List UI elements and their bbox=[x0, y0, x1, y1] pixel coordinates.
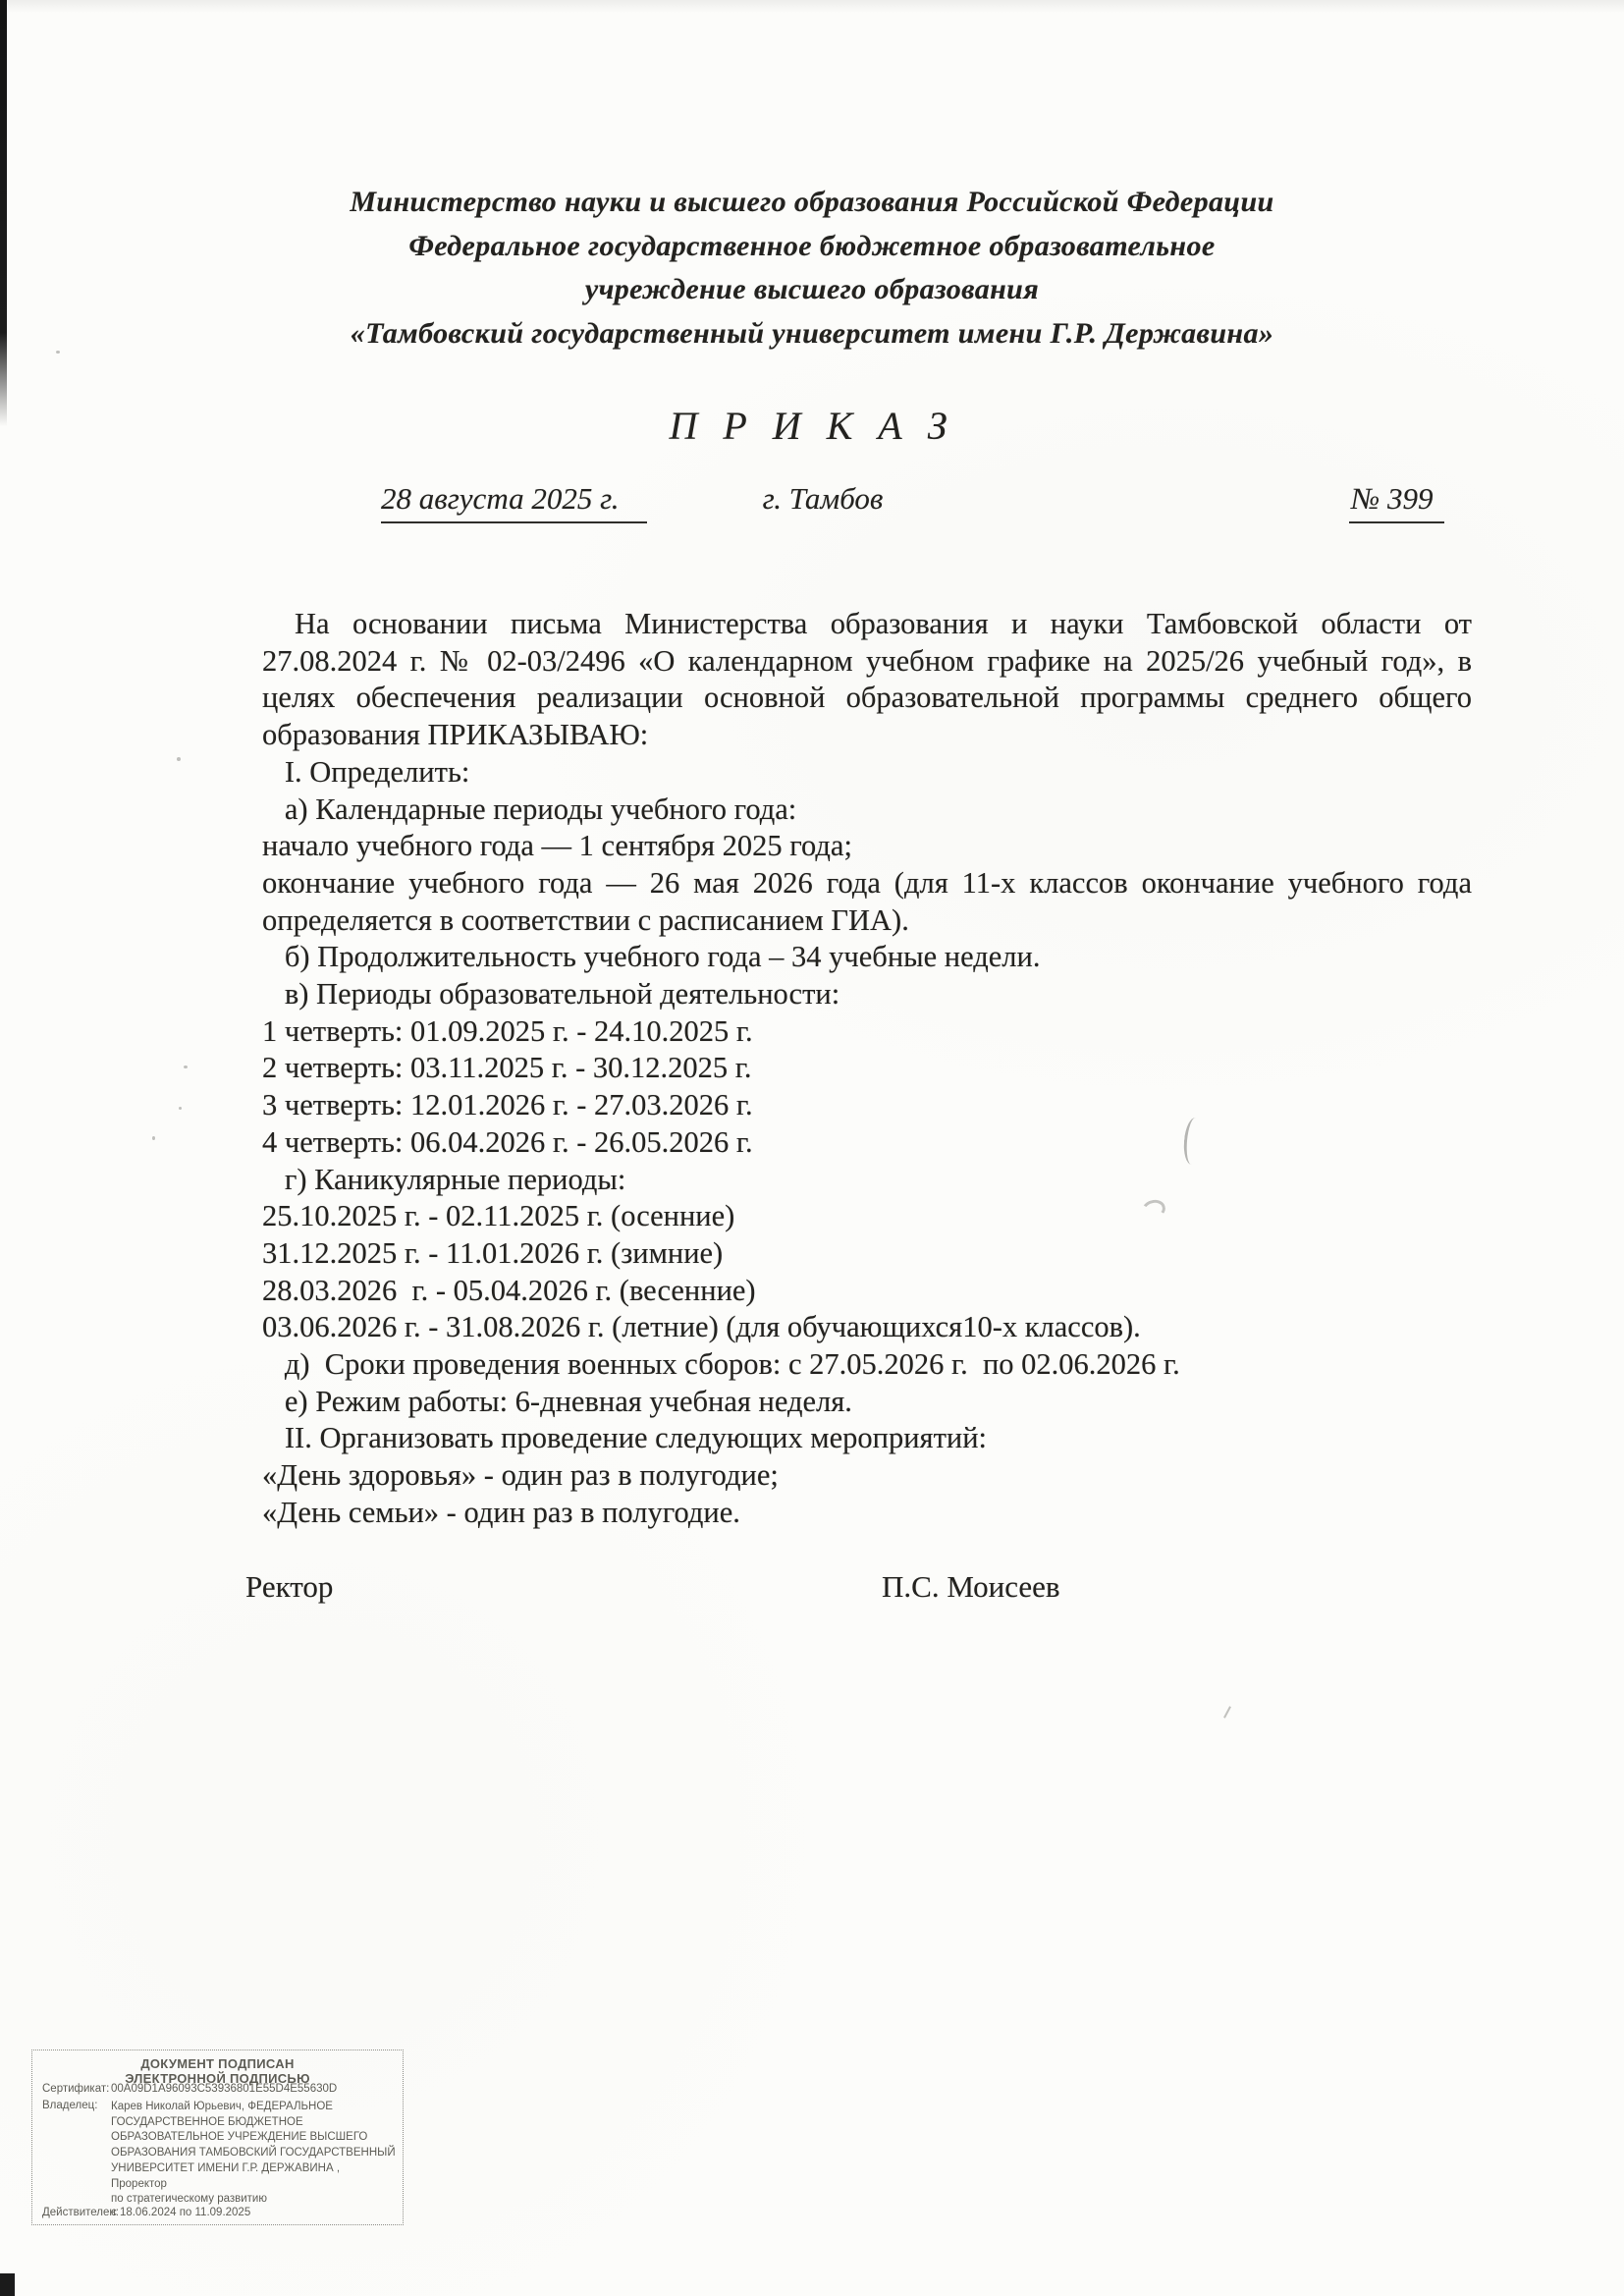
order-title: П Р И К А З bbox=[669, 404, 955, 448]
body-line: целях обеспечения реализации основной образовательной программы среднего общего bbox=[262, 681, 1472, 715]
body-line: образования ПРИКАЗЫВАЮ: bbox=[262, 718, 649, 752]
pencil-mark bbox=[1223, 1706, 1231, 1718]
body-line: «День здоровья» - один раз в полугодие; bbox=[262, 1458, 779, 1493]
scan-corner-artifact bbox=[0, 2273, 15, 2296]
order-body-text bbox=[262, 606, 1472, 1532]
stamp-owner-line: ОБРАЗОВАНИЯ ТАМБОВСКИЙ ГОСУДАРСТВЕННЫЙ bbox=[111, 2147, 396, 2159]
body-line: б) Продолжительность учебного года – 34 учебные недели. bbox=[262, 940, 1041, 974]
stamp-owner-line: ГОСУДАРСТВЕННОЕ БЮДЖЕТНОЕ bbox=[111, 2115, 303, 2128]
body-line: 03.06.2026 г. - 31.08.2026 г. (летние) (для обучающихся10-х классов). bbox=[262, 1310, 1141, 1344]
stamp-title bbox=[32, 2056, 403, 2086]
body-line: 1 четверть: 01.09.2025 г. - 24.10.2025 г. bbox=[262, 1013, 753, 1048]
body-line: 4 четверть: 06.04.2026 г. - 26.05.2026 г. bbox=[262, 1124, 753, 1159]
header-line: учреждение высшего образования bbox=[584, 273, 1040, 305]
order-date: 28 августа 2025 г. bbox=[381, 481, 647, 523]
stamp-valid-value: с 18.06.2024 по 11.09.2025 bbox=[111, 2207, 251, 2218]
document-header bbox=[0, 181, 1624, 355]
stamp-owner-line: Карев Николай Юрьевич, ФЕДЕРАЛЬНОЕ bbox=[111, 2101, 333, 2112]
body-line: е) Режим работы: 6-дневная учебная неделя. bbox=[262, 1384, 852, 1418]
stamp-title-line1: ДОКУМЕНТ ПОДПИСАН bbox=[140, 2056, 295, 2071]
order-meta-row bbox=[0, 481, 1624, 532]
body-line: а) Календарные периоды учебного года: bbox=[262, 792, 797, 826]
body-line: 2 четверть: 03.11.2025 г. - 30.12.2025 г. bbox=[262, 1051, 752, 1085]
body-line: д) Сроки проведения военных сборов: с 27.05.2026 г. по 02.06.2026 г. bbox=[262, 1347, 1180, 1382]
stamp-certificate-value: 00A09D1A96093C53936801E55D4E55630D bbox=[111, 2083, 338, 2095]
signature-role: Ректор bbox=[245, 1569, 334, 1604]
scan-speck bbox=[184, 1066, 188, 1068]
body-line: 31.12.2025 г. - 11.01.2026 г. (зимние) bbox=[262, 1235, 724, 1270]
body-line: 27.08.2024 г. № 02-03/2496 «О календарном учебном графике на 2025/26 учебный год», в bbox=[262, 643, 1472, 678]
stamp-owner-line: ОБРАЗОВАТЕЛЬНОЕ УЧРЕЖДЕНИЕ ВЫСШЕГО bbox=[111, 2131, 368, 2144]
scan-speck bbox=[177, 757, 181, 761]
body-line: На основании письма Министерства образования и науки Тамбовской области от bbox=[295, 607, 1472, 640]
stamp-owner-value bbox=[111, 2100, 398, 2208]
scan-speck bbox=[179, 1107, 182, 1110]
body-line: г) Каникулярные периоды: bbox=[262, 1162, 626, 1196]
stamp-owner-line: УНИВЕРСИТЕТ ИМЕНИ Г.Р. ДЕРЖАВИНА , Проректор bbox=[111, 2161, 341, 2190]
body-line: «День семьи» - один раз в полугодие. bbox=[262, 1495, 740, 1529]
signature-name: П.С. Моисеев bbox=[882, 1569, 1060, 1604]
header-line: Федеральное государственное бюджетное образовательное bbox=[408, 229, 1216, 262]
body-line: окончание учебного года — 26 мая 2026 года (для 11-х классов окончание учебного года bbox=[262, 865, 1472, 900]
body-line: 28.03.2026 г. - 05.04.2026 г. (весенние) bbox=[262, 1273, 756, 1307]
stamp-owner-label: Владелец: bbox=[42, 2100, 98, 2111]
body-line: в) Периоды образовательной деятельности: bbox=[262, 977, 840, 1011]
stamp-title-line2: ЭЛЕКТРОННОЙ ПОДПИСЬЮ bbox=[125, 2071, 310, 2086]
stamp-owner-line: по стратегическому развитию bbox=[111, 2193, 267, 2206]
electronic-signature-stamp bbox=[31, 2050, 404, 2225]
header-line: «Тамбовский государственный университет имени Г.Р. Державина» bbox=[350, 316, 1274, 350]
body-line: I. Определить: bbox=[262, 754, 470, 789]
body-line: определяется в соответствии с расписанием ГИА). bbox=[262, 902, 909, 937]
scan-speck bbox=[152, 1136, 155, 1140]
body-line: 25.10.2025 г. - 02.11.2025 г. (осенние) bbox=[262, 1199, 735, 1233]
stamp-valid-label: Действителен: bbox=[42, 2207, 119, 2218]
body-line: начало учебного года — 1 сентября 2025 года; bbox=[262, 829, 852, 863]
stamp-certificate-label: Сертификат: bbox=[42, 2083, 110, 2095]
header-line: Министерство науки и высшего образования Российской Федерации bbox=[350, 186, 1274, 218]
body-line: II. Организовать проведение следующих мероприятий: bbox=[262, 1421, 988, 1455]
body-line: 3 четверть: 12.01.2026 г. - 27.03.2026 г. bbox=[262, 1088, 753, 1122]
order-number: № 399 bbox=[1349, 481, 1444, 523]
order-place: г. Тамбов bbox=[762, 481, 884, 516]
